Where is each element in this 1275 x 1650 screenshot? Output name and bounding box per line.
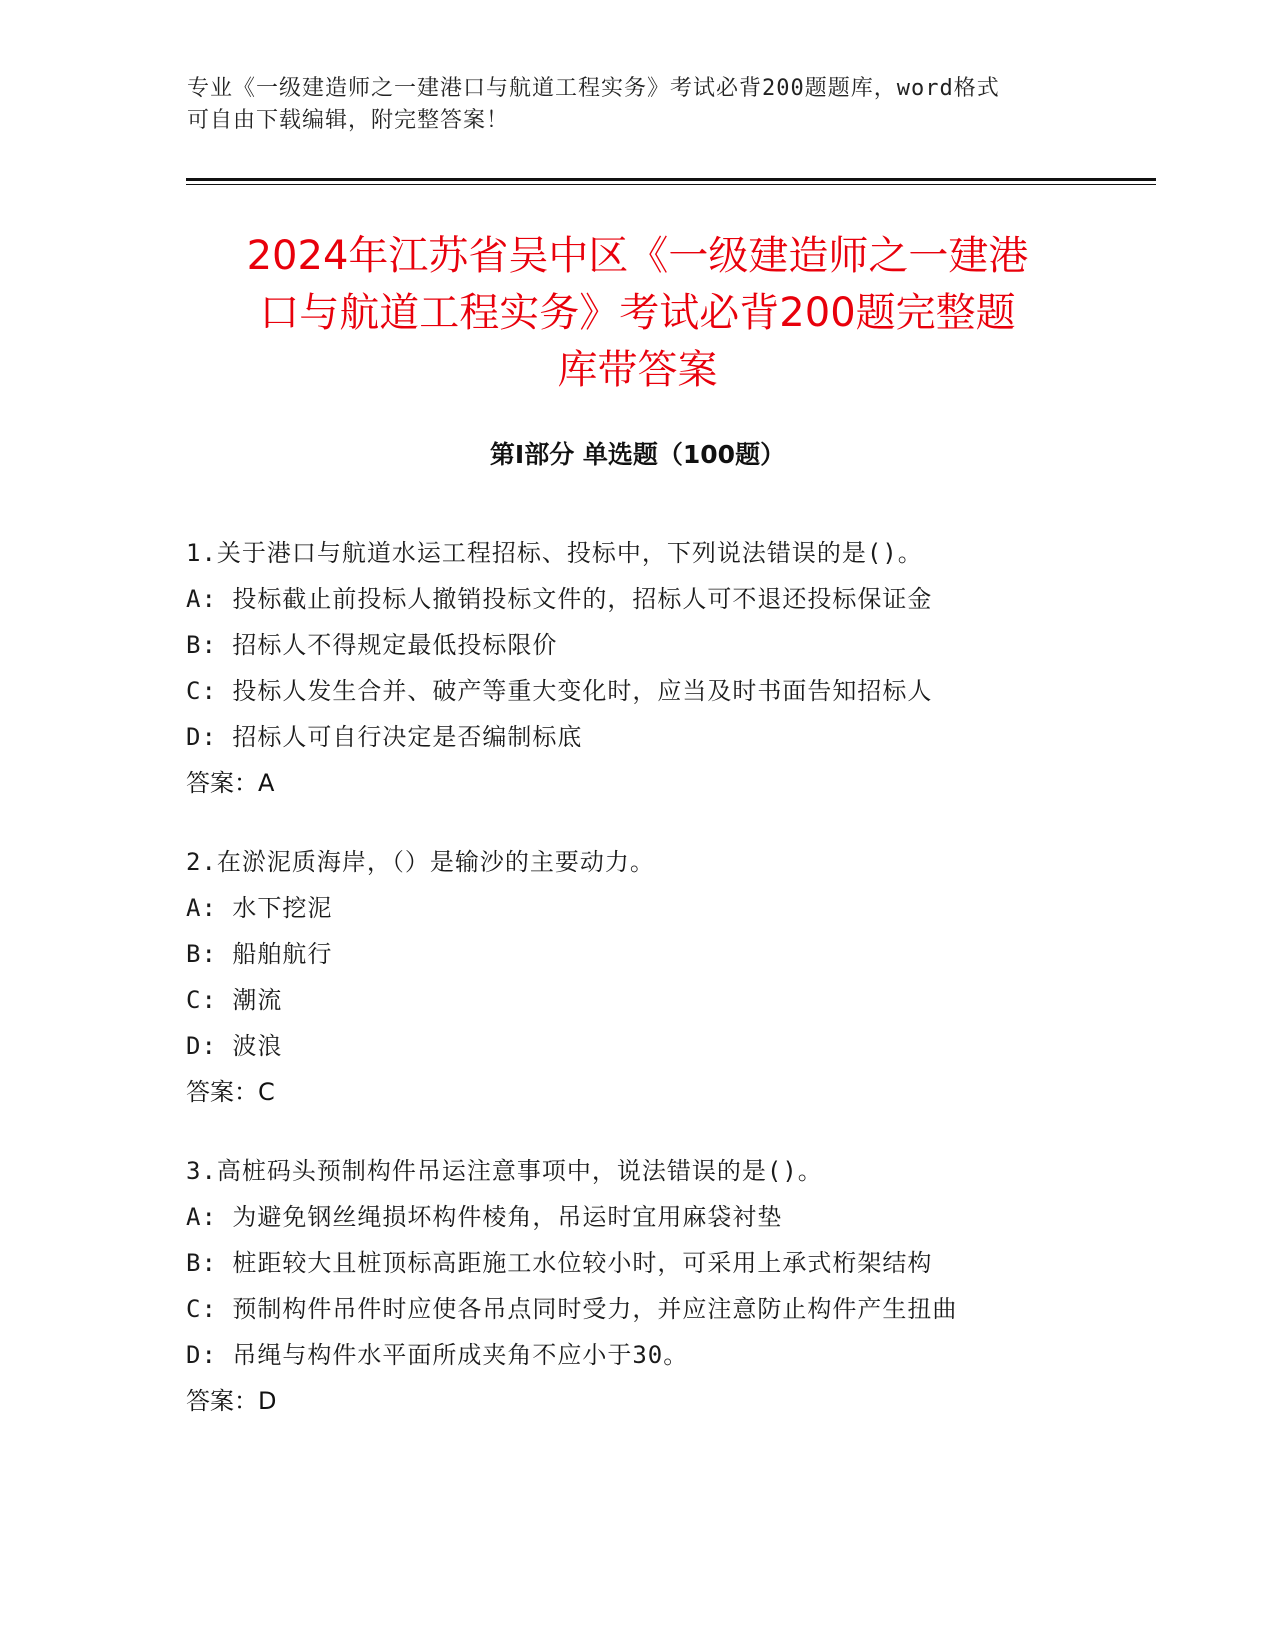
option-c: C: 潮流 xyxy=(186,986,283,1014)
option-b: B: 招标人不得规定最低投标限价 xyxy=(186,631,558,659)
option-c: C: 预制构件吊件时应使各吊点同时受力，并应注意防止构件产生扭曲 xyxy=(186,1295,958,1323)
option-b: B: 桩距较大且桩顶标高距施工水位较小时，可采用上承式桁架结构 xyxy=(186,1249,933,1277)
document-title-line-3: 库带答案 xyxy=(557,347,718,393)
header-note-line-1: 专业《一级建造师之一建港口与航道工程实务》考试必背200题题库，word格式 xyxy=(187,76,1000,101)
question-stem: 1.关于港口与航道水运工程招标、投标中，下列说法错误的是()。 xyxy=(186,539,923,567)
header-note xyxy=(187,73,1087,137)
option-b: B: 船舶航行 xyxy=(186,940,333,968)
question-stem: 3.高桩码头预制构件吊运注意事项中，说法错误的是()。 xyxy=(186,1157,823,1185)
option-d: D: 招标人可自行决定是否编制标底 xyxy=(186,723,583,751)
header-divider-thick xyxy=(186,178,1156,181)
question-1 xyxy=(186,530,1086,806)
option-c: C: 投标人发生合并、破产等重大变化时，应当及时书面告知招标人 xyxy=(186,677,933,705)
option-a: A: 投标截止前投标人撤销投标文件的，招标人可不退还投标保证金 xyxy=(186,585,933,613)
option-a: A: 水下挖泥 xyxy=(186,894,333,922)
document-title-line-1: 2024年江苏省吴中区《一级建造师之一建港 xyxy=(246,233,1029,279)
answer: 答案：A xyxy=(186,769,275,797)
question-3 xyxy=(186,1148,1086,1424)
option-d: D: 波浪 xyxy=(186,1032,283,1060)
header-note-line-2: 可自由下载编辑，附完整答案！ xyxy=(187,108,510,133)
answer: 答案：D xyxy=(186,1387,277,1415)
document-title xyxy=(150,228,1125,399)
option-a: A: 为避免钢丝绳损坏构件棱角，吊运时宜用麻袋衬垫 xyxy=(186,1203,783,1231)
question-list xyxy=(186,530,1086,1457)
answer: 答案：C xyxy=(186,1078,275,1106)
section-title: 第Ⅰ部分 单选题（100题） xyxy=(489,440,786,469)
question-2 xyxy=(186,839,1086,1115)
header-divider-thin xyxy=(186,184,1156,185)
question-stem: 2.在淤泥质海岸，（）是输沙的主要动力。 xyxy=(186,848,655,876)
document-title-line-2: 口与航道工程实务》考试必背200题完整题 xyxy=(259,290,1016,336)
option-d: D: 吊绳与构件水平面所成夹角不应小于30。 xyxy=(186,1341,689,1369)
